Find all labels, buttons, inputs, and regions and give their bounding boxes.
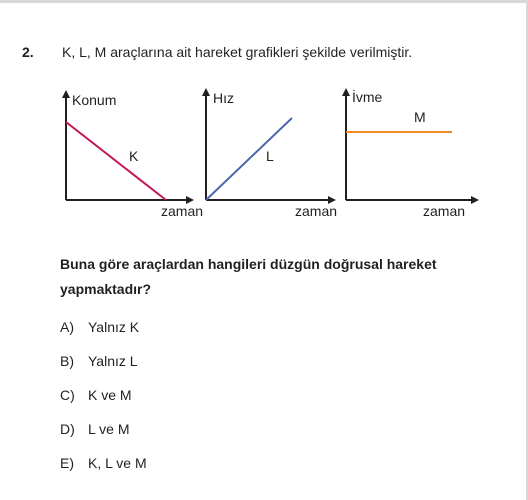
y-axis-label: Hız (213, 90, 234, 106)
option-letter: A) (60, 319, 74, 335)
option-letter: E) (60, 455, 74, 471)
question-stem: K, L, M araçlarına ait hareket grafikleri şekilde verilmiştir. (62, 44, 413, 60)
x-axis-label: zaman (161, 203, 204, 219)
series-label-k: K (129, 148, 139, 164)
series-line-k (66, 122, 166, 200)
question-number: 2. (22, 44, 34, 60)
series-label-m: M (414, 109, 426, 125)
option-text: K, L ve M (88, 455, 147, 471)
velocity-time-graph (206, 90, 337, 219)
x-axis-label: zaman (423, 203, 466, 219)
position-time-graph (66, 92, 203, 219)
motion-graphs (0, 0, 528, 235)
option-letter: D) (60, 421, 75, 437)
option-b[interactable] (60, 353, 138, 369)
option-letter: B) (60, 353, 74, 369)
option-text: Yalnız K (88, 319, 140, 335)
x-axis-label: zaman (295, 203, 338, 219)
option-text: L ve M (88, 421, 130, 437)
y-axis-label: İvme (352, 89, 383, 105)
option-c[interactable] (60, 387, 132, 403)
option-e[interactable] (60, 455, 147, 471)
option-text: Yalnız L (88, 353, 138, 369)
option-a[interactable] (60, 319, 139, 335)
option-letter: C) (60, 387, 75, 403)
option-d[interactable] (60, 421, 130, 437)
y-axis-label: Konum (72, 92, 117, 108)
acceleration-time-graph (346, 88, 475, 219)
question-prompt: Buna göre araçlardan hangileri düzgün doğrusal hareket yapmaktadır? (60, 256, 437, 297)
series-line-l (206, 118, 292, 200)
series-label-l: L (266, 148, 274, 164)
option-text: K ve M (88, 387, 132, 403)
